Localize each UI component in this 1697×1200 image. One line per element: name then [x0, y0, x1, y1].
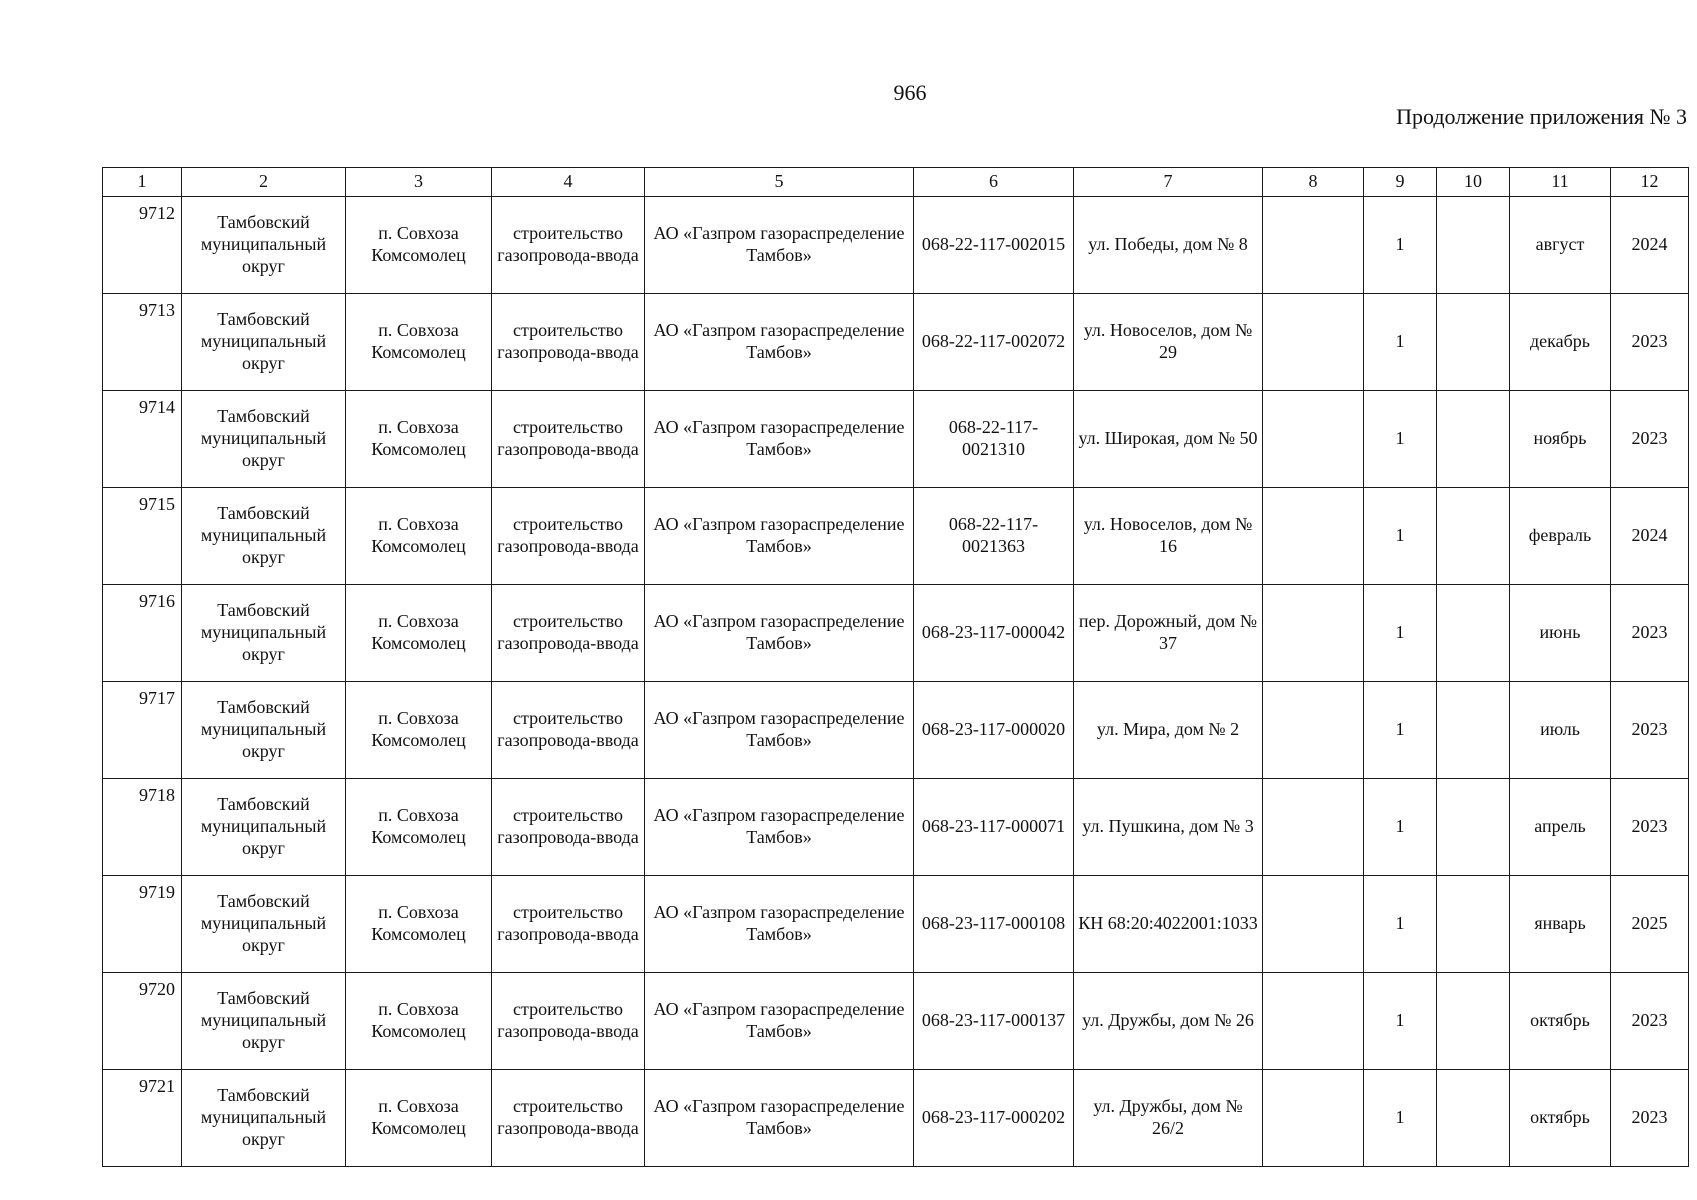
organization-cell: АО «Газпром газораспределение Тамбов»: [645, 973, 914, 1070]
row-number-cell: 9718: [103, 779, 182, 876]
month-cell: август: [1510, 197, 1611, 294]
column-8-cell: [1263, 197, 1364, 294]
address-cell: ул. Широкая, дом № 50: [1074, 391, 1263, 488]
row-number-cell: 9712: [103, 197, 182, 294]
row-number-cell: 9719: [103, 876, 182, 973]
row-number-cell: 9717: [103, 682, 182, 779]
work-type-cell: строительство газопровода-ввода: [492, 391, 645, 488]
column-8-cell: [1263, 779, 1364, 876]
column-10-cell: [1437, 1070, 1510, 1167]
organization-cell: АО «Газпром газораспределение Тамбов»: [645, 391, 914, 488]
month-cell: апрель: [1510, 779, 1611, 876]
table-row: [103, 294, 1689, 391]
row-number-cell: 9720: [103, 973, 182, 1070]
month-cell: ноябрь: [1510, 391, 1611, 488]
quantity-cell: 1: [1364, 294, 1437, 391]
quantity-cell: 1: [1364, 973, 1437, 1070]
quantity-cell: 1: [1364, 585, 1437, 682]
quantity-cell: 1: [1364, 779, 1437, 876]
column-header: 12: [1611, 168, 1689, 197]
work-type-cell: строительство газопровода-ввода: [492, 585, 645, 682]
registry-table: [102, 167, 1689, 1167]
page-number: 966: [893, 80, 927, 105]
organization-cell: АО «Газпром газораспределение Тамбов»: [645, 779, 914, 876]
code-cell: 068-23-117-000137: [914, 973, 1074, 1070]
code-cell: 068-23-117-000108: [914, 876, 1074, 973]
column-8-cell: [1263, 1070, 1364, 1167]
organization-cell: АО «Газпром газораспределение Тамбов»: [645, 197, 914, 294]
quantity-cell: 1: [1364, 488, 1437, 585]
appendix-title: Продолжение приложения № 3: [1396, 104, 1687, 129]
address-cell: ул. Мира, дом № 2: [1074, 682, 1263, 779]
table-row: [103, 391, 1689, 488]
table-row: [103, 488, 1689, 585]
work-type-cell: строительство газопровода-ввода: [492, 197, 645, 294]
row-number-cell: 9721: [103, 1070, 182, 1167]
column-10-cell: [1437, 682, 1510, 779]
code-cell: 068-23-117-000071: [914, 779, 1074, 876]
row-number-cell: 9715: [103, 488, 182, 585]
column-header: 11: [1510, 168, 1611, 197]
column-header: 6: [914, 168, 1074, 197]
address-cell: ул. Дружбы, дом № 26: [1074, 973, 1263, 1070]
district-cell: Тамбовский муниципальный округ: [182, 682, 346, 779]
column-8-cell: [1263, 391, 1364, 488]
address-cell: пер. Дорожный, дом № 37: [1074, 585, 1263, 682]
year-cell: 2023: [1611, 779, 1689, 876]
quantity-cell: 1: [1364, 876, 1437, 973]
work-type-cell: строительство газопровода-ввода: [492, 488, 645, 585]
work-type-cell: строительство газопровода-ввода: [492, 682, 645, 779]
month-cell: февраль: [1510, 488, 1611, 585]
year-cell: 2023: [1611, 682, 1689, 779]
month-cell: октябрь: [1510, 973, 1611, 1070]
organization-cell: АО «Газпром газораспределение Тамбов»: [645, 488, 914, 585]
organization-cell: АО «Газпром газораспределение Тамбов»: [645, 294, 914, 391]
work-type-cell: строительство газопровода-ввода: [492, 876, 645, 973]
code-cell: 068-22-117-0021363: [914, 488, 1074, 585]
table-row: [103, 1070, 1689, 1167]
quantity-cell: 1: [1364, 391, 1437, 488]
column-8-cell: [1263, 294, 1364, 391]
column-10-cell: [1437, 488, 1510, 585]
column-8-cell: [1263, 973, 1364, 1070]
address-cell: ул. Дружбы, дом № 26/2: [1074, 1070, 1263, 1167]
code-cell: 068-22-117-0021310: [914, 391, 1074, 488]
settlement-cell: п. Совхоза Комсомолец: [346, 585, 492, 682]
settlement-cell: п. Совхоза Комсомолец: [346, 779, 492, 876]
address-cell: ул. Новоселов, дом № 29: [1074, 294, 1263, 391]
quantity-cell: 1: [1364, 197, 1437, 294]
table-row: [103, 197, 1689, 294]
column-10-cell: [1437, 876, 1510, 973]
column-header: 2: [182, 168, 346, 197]
address-cell: ул. Победы, дом № 8: [1074, 197, 1263, 294]
month-cell: июль: [1510, 682, 1611, 779]
district-cell: Тамбовский муниципальный округ: [182, 876, 346, 973]
column-header: 1: [103, 168, 182, 197]
settlement-cell: п. Совхоза Комсомолец: [346, 488, 492, 585]
column-header: 3: [346, 168, 492, 197]
district-cell: Тамбовский муниципальный округ: [182, 779, 346, 876]
district-cell: Тамбовский муниципальный округ: [182, 488, 346, 585]
month-cell: январь: [1510, 876, 1611, 973]
year-cell: 2024: [1611, 197, 1689, 294]
address-cell: КН 68:20:4022001:1033: [1074, 876, 1263, 973]
quantity-cell: 1: [1364, 1070, 1437, 1167]
table-row: [103, 682, 1689, 779]
district-cell: Тамбовский муниципальный округ: [182, 585, 346, 682]
column-10-cell: [1437, 779, 1510, 876]
settlement-cell: п. Совхоза Комсомолец: [346, 876, 492, 973]
organization-cell: АО «Газпром газораспределение Тамбов»: [645, 585, 914, 682]
year-cell: 2023: [1611, 585, 1689, 682]
code-cell: 068-22-117-002072: [914, 294, 1074, 391]
column-8-cell: [1263, 876, 1364, 973]
address-cell: ул. Новоселов, дом № 16: [1074, 488, 1263, 585]
column-10-cell: [1437, 585, 1510, 682]
month-cell: июнь: [1510, 585, 1611, 682]
column-10-cell: [1437, 294, 1510, 391]
row-number-cell: 9713: [103, 294, 182, 391]
header-row: [103, 168, 1689, 197]
code-cell: 068-23-117-000020: [914, 682, 1074, 779]
work-type-cell: строительство газопровода-ввода: [492, 294, 645, 391]
year-cell: 2023: [1611, 391, 1689, 488]
column-header: 5: [645, 168, 914, 197]
column-header: 9: [1364, 168, 1437, 197]
month-cell: октябрь: [1510, 1070, 1611, 1167]
work-type-cell: строительство газопровода-ввода: [492, 1070, 645, 1167]
column-10-cell: [1437, 973, 1510, 1070]
table-row: [103, 973, 1689, 1070]
organization-cell: АО «Газпром газораспределение Тамбов»: [645, 1070, 914, 1167]
address-cell: ул. Пушкина, дом № 3: [1074, 779, 1263, 876]
year-cell: 2025: [1611, 876, 1689, 973]
year-cell: 2023: [1611, 1070, 1689, 1167]
column-10-cell: [1437, 197, 1510, 294]
column-8-cell: [1263, 682, 1364, 779]
work-type-cell: строительство газопровода-ввода: [492, 779, 645, 876]
settlement-cell: п. Совхоза Комсомолец: [346, 391, 492, 488]
settlement-cell: п. Совхоза Комсомолец: [346, 1070, 492, 1167]
settlement-cell: п. Совхоза Комсомолец: [346, 294, 492, 391]
code-cell: 068-23-117-000202: [914, 1070, 1074, 1167]
table-row: [103, 876, 1689, 973]
column-8-cell: [1263, 585, 1364, 682]
organization-cell: АО «Газпром газораспределение Тамбов»: [645, 682, 914, 779]
district-cell: Тамбовский муниципальный округ: [182, 1070, 346, 1167]
code-cell: 068-23-117-000042: [914, 585, 1074, 682]
column-header: 10: [1437, 168, 1510, 197]
year-cell: 2023: [1611, 973, 1689, 1070]
district-cell: Тамбовский муниципальный округ: [182, 973, 346, 1070]
district-cell: Тамбовский муниципальный округ: [182, 197, 346, 294]
table-row: [103, 585, 1689, 682]
code-cell: 068-22-117-002015: [914, 197, 1074, 294]
column-10-cell: [1437, 391, 1510, 488]
settlement-cell: п. Совхоза Комсомолец: [346, 973, 492, 1070]
table-row: [103, 779, 1689, 876]
row-number-cell: 9714: [103, 391, 182, 488]
district-cell: Тамбовский муниципальный округ: [182, 294, 346, 391]
month-cell: декабрь: [1510, 294, 1611, 391]
column-header: 8: [1263, 168, 1364, 197]
year-cell: 2023: [1611, 294, 1689, 391]
work-type-cell: строительство газопровода-ввода: [492, 973, 645, 1070]
column-header: 4: [492, 168, 645, 197]
settlement-cell: п. Совхоза Комсомолец: [346, 197, 492, 294]
column-8-cell: [1263, 488, 1364, 585]
district-cell: Тамбовский муниципальный округ: [182, 391, 346, 488]
quantity-cell: 1: [1364, 682, 1437, 779]
year-cell: 2024: [1611, 488, 1689, 585]
organization-cell: АО «Газпром газораспределение Тамбов»: [645, 876, 914, 973]
settlement-cell: п. Совхоза Комсомолец: [346, 682, 492, 779]
row-number-cell: 9716: [103, 585, 182, 682]
column-header: 7: [1074, 168, 1263, 197]
